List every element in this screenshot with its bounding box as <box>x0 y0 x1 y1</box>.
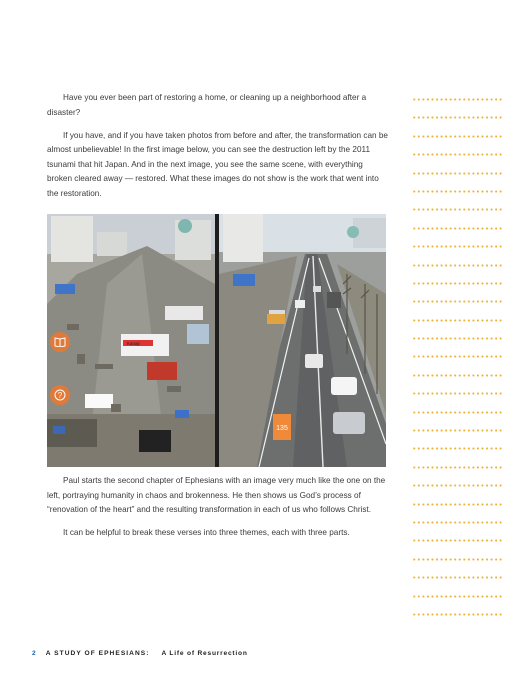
notes-dot-row <box>412 153 502 156</box>
notes-dot-row <box>412 208 502 211</box>
notes-dot-row <box>412 319 502 322</box>
before-after-photo <box>47 214 386 467</box>
notes-dot-row <box>412 245 502 248</box>
page-footer <box>32 650 248 657</box>
notes-dot-row <box>412 411 502 414</box>
question-icon[interactable] <box>50 385 70 405</box>
paragraph-tsunami-photos: If you have, and if you have taken photos from before and after, the transformation can be almost unbelievable! In the first image below, you can see the destruction left by the 2011 tsunami that hit Japan. And in the next image, you see the same scene, with everything broken cleared away — restored. What these images do not show is the work that went into the restoration. <box>47 130 388 199</box>
notes-dot-row <box>412 355 502 358</box>
notes-dot-lines <box>412 98 502 631</box>
notes-dot-row <box>412 374 502 377</box>
notes-dot-row <box>412 392 502 395</box>
notes-dot-row <box>412 429 502 432</box>
paragraph-ephesians-chapter: Paul starts the second chapter of Ephesians with an image very much like the one on the left, portraying humanity in chaos and brokenness. He then shows us God’s process of “renovation of the heart” and the resulting transformation in each of us who follows Christ. <box>47 476 386 515</box>
notes-dot-row <box>412 447 502 450</box>
notes-dot-row <box>412 282 502 285</box>
svg-text:?: ? <box>57 391 63 400</box>
road-sign-number: 135 <box>276 425 288 432</box>
notes-dot-row <box>412 264 502 267</box>
paragraph-three-themes: It can be helpful to break these verses into three themes, each with three parts. <box>63 528 350 538</box>
notes-dot-row <box>412 558 502 561</box>
footer-subtitle: A Life of Resurrection <box>161 650 248 657</box>
notes-dot-row <box>412 484 502 487</box>
notes-dot-row <box>412 135 502 138</box>
after-image <box>219 214 386 467</box>
intro-text <box>47 91 389 210</box>
notes-dot-row <box>412 172 502 175</box>
notes-dot-row <box>412 539 502 542</box>
notes-dot-row <box>412 300 502 303</box>
paragraph-restoring-question: Have you ever been part of restoring a home, or cleaning up a neighborhood after a disaster? <box>47 93 367 117</box>
notes-dot-row <box>412 576 502 579</box>
notes-dot-row <box>412 337 502 340</box>
page-number: 2 <box>32 650 37 657</box>
notes-dot-row <box>412 190 502 193</box>
notes-dot-row <box>412 613 502 616</box>
after-image-text <box>47 474 389 549</box>
notes-dot-row <box>412 466 502 469</box>
notes-dot-row <box>412 227 502 230</box>
book-icon[interactable] <box>50 332 70 352</box>
notes-dot-row <box>412 595 502 598</box>
notes-dot-row <box>412 521 502 524</box>
bus-text: Kanaji <box>127 341 140 346</box>
notes-dot-row <box>412 98 502 101</box>
notes-dot-row <box>412 503 502 506</box>
notes-dot-row <box>412 116 502 119</box>
footer-title: A STUDY OF EPHESIANS: <box>45 650 150 657</box>
